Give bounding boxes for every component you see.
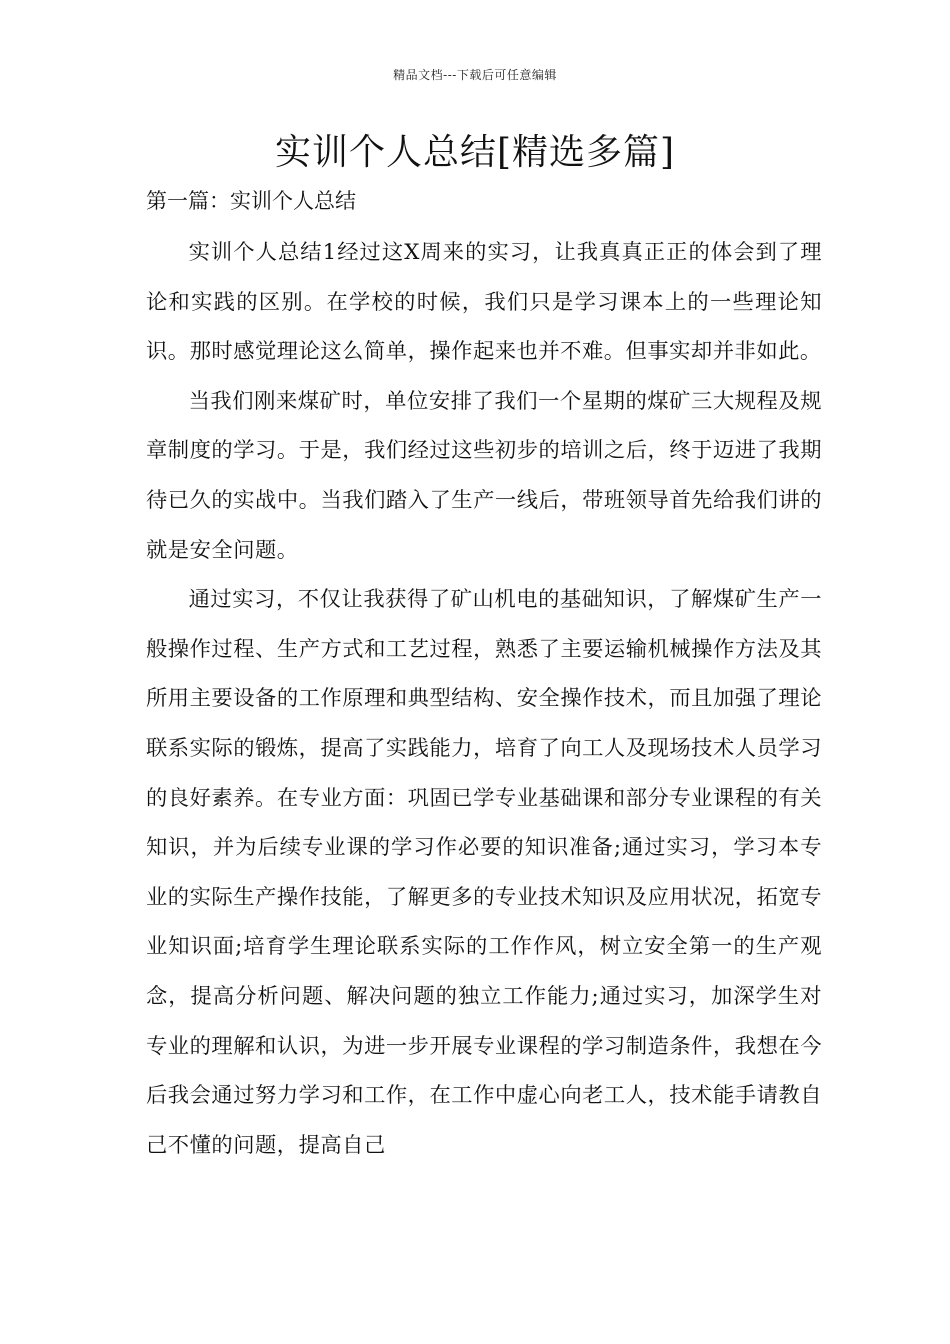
- section-heading: 第一篇：实训个人总结: [146, 189, 356, 213]
- paragraph-1: 实训个人总结1经过这X周来的实习，让我真真正正的体会到了理论和实践的区别。在学校的时候，我们只是学习课本上的一些理论知识。那时感觉理论这么简单，操作起来也并不难。但事实却并非如此。: [146, 240, 822, 365]
- paragraph-3: 通过实习，不仅让我获得了矿山机电的基础知识，了解煤矿生产一般操作过程、生产方式和工艺过程，熟悉了主要运输机械操作方法及其所用主要设备的工作原理和典型结构、安全操作技术，而且加强了理论联系实际的锻炼，提高了实践能力，培育了向工人及现场技术人员学习的良好素养。在专业方面：巩固已学专业基础课和部分专业课程的有关知识，并为后续专业课的学习作必要的知识准备;通过实习，学习本专业的实际生产操作技能，了解更多的专业技术知识及应用状况，拓宽专业知识面;培育学生理论联系实际的工作作风，树立安全第一的生产观念，提高分析问题、解决问题的独立工作能力;通过实习，加深学生对专业的理解和认识，为进一步开展专业课程的学习制造条件，我想在今后我会通过努力学习和工作，在工作中虚心向老工人，技术能手请教自己不懂的问题，提高自己: [146, 587, 822, 1158]
- body-text: [146, 228, 822, 1170]
- document-title: 实训个人总结[精选多篇]: [274, 132, 676, 173]
- paragraph-2: 当我们刚来煤矿时，单位安排了我们一个星期的煤矿三大规程及规章制度的学习。于是，我们经过这些初步的培训之后，终于迈进了我期待已久的实战中。当我们踏入了生产一线后，带班领导首先给我们讲的就是安全问题。: [146, 388, 822, 563]
- header-note: 精品文档---下载后可任意编辑: [393, 68, 557, 82]
